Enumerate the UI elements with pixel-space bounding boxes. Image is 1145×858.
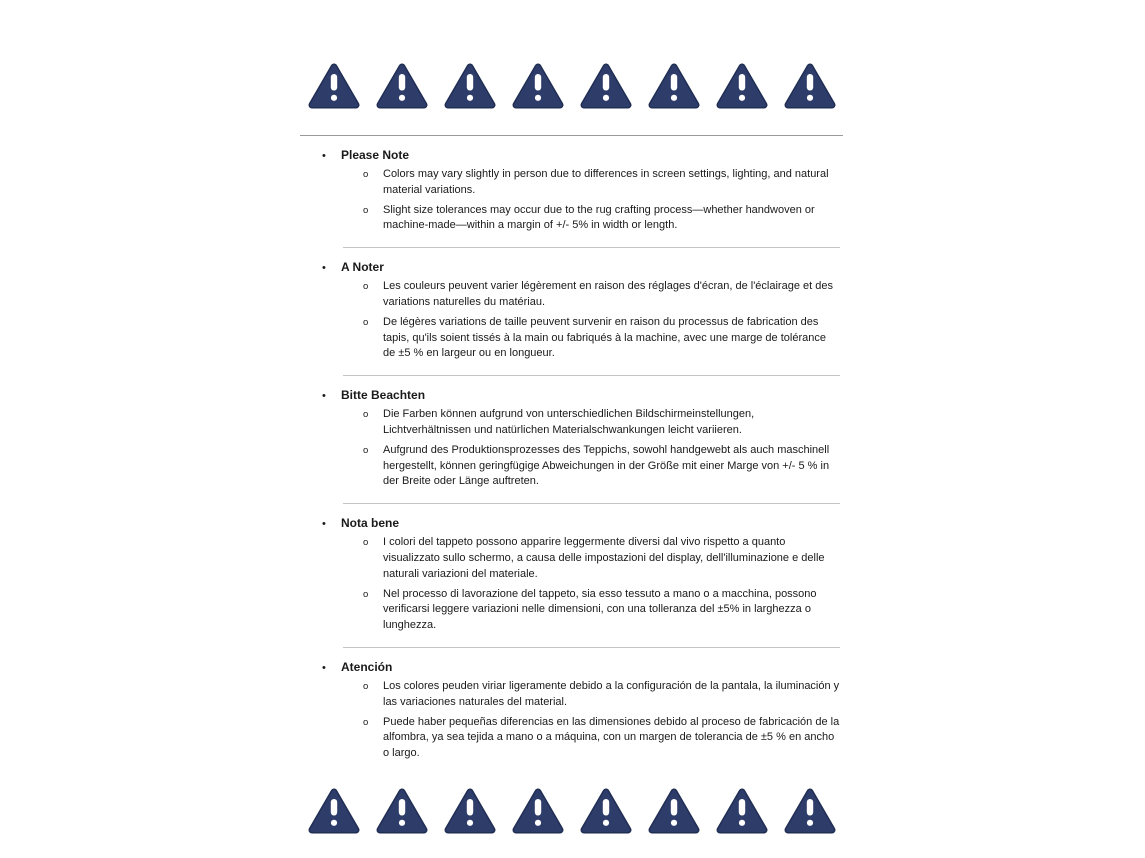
warning-triangle-icon: [716, 61, 768, 109]
bullet-circle-icon: o: [363, 716, 369, 728]
note-section-bitte-beachten: [300, 388, 843, 504]
note-item: [300, 679, 843, 711]
note-section-atenci-n: [300, 660, 843, 762]
warning-triangle-icon: [512, 786, 564, 834]
bullet-dot-icon: •: [322, 661, 326, 674]
note-item-text: Aufgrund des Produktionsprozesses des Teppichs, sowohl handgewebt als auch maschinell hergestellt, können geringfügige Abweichungen in der Größe mit einer Marge von +/- 5 % in der Breite oder Länge auftreten.: [383, 443, 830, 488]
section-divider: [343, 503, 840, 504]
warning-triangle-icon: [444, 786, 496, 834]
bullet-circle-icon: o: [363, 588, 369, 600]
note-item-text: Nel processo di lavorazione del tappeto, sia esso tessuto a mano o a macchina, possono verificarsi leggere variazioni nelle dimensioni, con una tolleranza del ±5% in larghezza o lunghezza.: [383, 587, 817, 632]
section-heading-row: [300, 148, 843, 163]
note-section-a-noter: [300, 260, 843, 376]
warning-triangle-icon: [648, 786, 700, 834]
section-heading: A Noter: [341, 260, 384, 275]
note-item: [300, 203, 843, 235]
section-heading: Nota bene: [341, 516, 400, 531]
bullet-circle-icon: o: [363, 537, 369, 549]
top-divider: [300, 135, 843, 136]
bullet-circle-icon: o: [363, 281, 369, 293]
bullet-dot-icon: •: [322, 390, 326, 403]
note-item: [300, 443, 843, 490]
document-page: [300, 0, 843, 834]
bullet-circle-icon: o: [363, 204, 369, 216]
note-item: [300, 315, 843, 362]
note-item: [300, 167, 843, 199]
bullet-dot-icon: •: [322, 262, 326, 275]
notes-sections: [300, 148, 843, 762]
section-items: [300, 535, 843, 634]
bullet-dot-icon: •: [322, 518, 326, 531]
warning-triangle-row-top: [300, 61, 843, 109]
warning-triangle-icon: [784, 786, 836, 834]
section-items: [300, 167, 843, 234]
section-items: [300, 407, 843, 490]
section-items: [300, 679, 843, 762]
note-item-text: Les couleurs peuvent varier légèrement en raison des réglages d'écran, de l'éclairage et des variations naturelles du matériau.: [383, 280, 833, 308]
note-item: [300, 587, 843, 634]
section-items: [300, 279, 843, 362]
warning-triangle-icon: [308, 786, 360, 834]
warning-triangle-icon: [580, 786, 632, 834]
note-item-text: Colors may vary slightly in person due to differences in screen settings, lighting, and natural material variations.: [383, 168, 829, 196]
section-divider: [343, 247, 840, 248]
note-item-text: Die Farben können aufgrund von unterschiedlichen Bildschirmeinstellungen, Lichtverhältnissen und natürlichen Materialschwankungen leicht variieren.: [383, 408, 755, 436]
warning-triangle-icon: [376, 61, 428, 109]
section-heading-row: [300, 516, 843, 531]
section-heading-row: [300, 660, 843, 675]
note-item: [300, 535, 843, 582]
section-heading: Atención: [341, 659, 393, 674]
warning-triangle-icon: [784, 61, 836, 109]
note-item: [300, 279, 843, 311]
note-item-text: De légères variations de taille peuvent survenir en raison du processus de fabrication des tapis, qu'ils soient tissés à la main ou fabriqués à la machine, avec une marge de tolérance de ±5 % en largeur ou en longueur.: [383, 315, 826, 360]
bullet-circle-icon: o: [363, 680, 369, 692]
section-heading-row: [300, 388, 843, 403]
note-item: [300, 407, 843, 439]
note-section-please-note: [300, 148, 843, 248]
section-heading: Bitte Beachten: [341, 388, 426, 403]
warning-triangle-icon: [444, 61, 496, 109]
note-section-nota-bene: [300, 516, 843, 648]
warning-triangle-icon: [308, 61, 360, 109]
note-item: [300, 715, 843, 762]
warning-triangle-icon: [580, 61, 632, 109]
section-heading: Please Note: [341, 148, 410, 162]
section-heading-row: [300, 260, 843, 275]
warning-triangle-icon: [512, 61, 564, 109]
section-divider: [343, 375, 840, 376]
bullet-circle-icon: o: [363, 169, 369, 180]
note-item-text: I colori del tappeto possono apparire leggermente diversi dal vivo rispetto a quanto visualizzato sullo schermo, a causa delle impostazioni del display, dell'illuminazione e delle naturali variazioni del materiale.: [383, 536, 825, 580]
note-item-text: Los colores peuden viriar ligeramente debido a la configuración de la pantala, la iluminación y las variaciones naturales del material.: [383, 679, 840, 708]
bullet-dot-icon: •: [322, 150, 326, 162]
warning-triangle-row-bottom: [300, 786, 843, 834]
bullet-circle-icon: o: [363, 444, 369, 456]
note-item-text: Slight size tolerances may occur due to the rug crafting process—whether handwoven or machine-made—within a margin of +/- 5% in width or length.: [383, 203, 815, 232]
bullet-circle-icon: o: [363, 316, 369, 328]
section-divider: [343, 647, 840, 648]
warning-triangle-icon: [648, 61, 700, 109]
warning-triangle-icon: [376, 786, 428, 834]
bullet-circle-icon: o: [363, 409, 369, 421]
warning-triangle-icon: [716, 786, 768, 834]
note-item-text: Puede haber pequeñas diferencias en las dimensiones debido al proceso de fabricación de la alfombra, ya sea tejida a mano o a máquina, con un margen de tolerancia de ±5 % en ancho o largo.: [383, 715, 840, 760]
